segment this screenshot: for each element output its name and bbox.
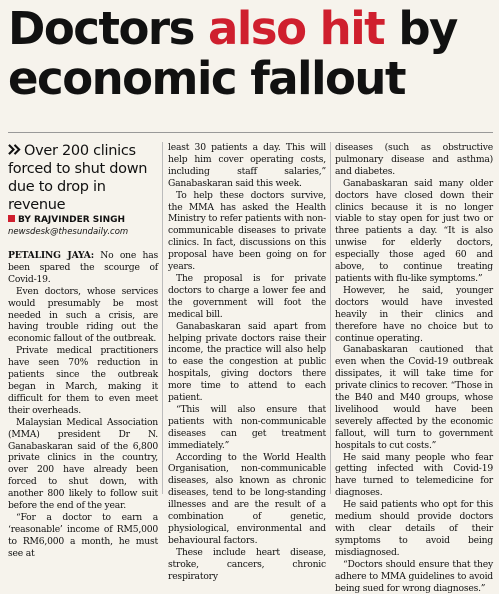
headline-part1: Doctors [8, 2, 209, 55]
byline-author: BY RAJVINDER SINGH [18, 215, 126, 225]
article-paragraph [168, 321, 326, 404]
headline [8, 4, 498, 104]
paragraph-text: Even doctors, whose services would presumably be most needed in such a crisis, are having trouble riding out the economic fallout of the outbreak. [8, 285, 158, 345]
article-paragraph [168, 404, 326, 452]
article-paragraph [8, 417, 158, 512]
subheadline [8, 142, 158, 214]
article-paragraph [335, 452, 493, 500]
paragraph-text: To help these doctors survive, the MMA has asked the Health Ministry to refer patients with non-communicable diseases to private clinics. In fact, discussions on this proposal have been going on for years. [168, 189, 326, 273]
byline-square-icon [8, 215, 15, 222]
article-paragraph [8, 345, 158, 416]
paragraph-text: According to the World Health Organisation, non-communicable diseases, also known as chronic diseases, tend to be long-standing illnesses and are the result of a combination of genetic, physiological, environmental and behavioural factors. [168, 451, 326, 546]
paragraph-text: The proposal is for private doctors to charge a lower fee and the government will foot the medical bill. [168, 272, 326, 320]
article-paragraph [335, 344, 493, 451]
paragraph-text: Ganabaskaran cautioned that even when the Covid-19 outbreak dissipates, it will take time for private clinics to recover. “Those in the B40 and M40 groups, whose livelihood would have been severely affected by the economic fallout, will turn to government hospitals to cut costs.” [335, 344, 493, 451]
paragraph-text: least 30 patients a day. This will help him cover operating costs, including staff salaries,” Ganabaskaran said this week. [168, 142, 326, 189]
article-paragraph [335, 285, 493, 345]
article-paragraph [335, 178, 493, 285]
byline [8, 214, 158, 238]
paragraph-text: Malaysian Medical Association (MMA) president Dr N. Ganabaskaran said of the 6,800 private clinics in the country, over 200 have already been forced to shut down, with another 800 likely to follow suit before the end of the year. [8, 416, 158, 512]
article-paragraph [8, 512, 158, 560]
paragraph-text: diseases (such as obstructive pulmonary disease and asthma) and diabetes. [335, 142, 493, 177]
article-paragraph [335, 142, 493, 178]
paragraph-text: “This will also ensure that patients with non-communicable diseases can get treatment immediately.” [168, 403, 326, 451]
paragraph-text: Private medical practitioners have seen 70% reduction in patients since the outbreak began in March, making it difficult for them to even meet their overheads. [8, 345, 158, 416]
paragraph-text: Ganabaskaran said many older doctors have closed down their clinics because it is no longer viable to stay open for just two or three patients a day. “It is also unwise for elderly doctors, especially those aged 60 and above, to continue treating patients with flu-like symptoms.” [335, 177, 493, 284]
article-paragraph [168, 142, 326, 190]
paragraph-text: “For a doctor to earn a ‘reasonable’ income of RM5,000 to RM6,000 a month, he must see at [8, 511, 158, 559]
headline-part2: by economic fallout [8, 2, 457, 105]
article-paragraph [8, 250, 158, 286]
paragraph-text: However, he said, younger doctors would have invested heavily in their clinics and therefore have no choice but to continue operating. [335, 284, 493, 344]
article-paragraph [335, 559, 493, 594]
article-paragraph [335, 499, 493, 559]
column-1 [8, 250, 158, 560]
column-divider [330, 142, 331, 494]
column-2 [168, 142, 326, 583]
dateline: PETALING JAYA: [8, 250, 94, 261]
paragraph-text: Ganabaskaran said apart from helping private doctors raise their income, the practice will also help to ease the congestion at public hospitals, giving doctors there more time to attend to each patient. [168, 320, 326, 404]
headline-highlight: also hit [208, 2, 385, 55]
column-divider [162, 142, 163, 494]
article-paragraph [168, 452, 326, 547]
double-chevron-icon [8, 143, 21, 156]
subheadline-text: Over 200 clinics forced to shut down due to drop in revenue [8, 143, 148, 213]
paragraph-text: He said patients who opt for this medium should provide doctors with clear details of their symptoms to avoid being misdiagnosed. [335, 499, 493, 558]
column-3 [335, 142, 493, 594]
article-paragraph [168, 273, 326, 321]
article-paragraph [168, 190, 326, 273]
article-paragraph [168, 547, 326, 583]
byline-email: newsdesk@thesundaily.com [8, 227, 129, 237]
headline-divider [8, 132, 493, 133]
paragraph-text: No one has been spared the scourge of Covid-19. [8, 250, 158, 285]
paragraph-text: He said many people who fear getting infected with Covid-19 have turned to telemedicine for diagnoses. [335, 451, 493, 499]
paragraph-text: These include heart disease, stroke, cancers, chronic respiratory [168, 546, 326, 582]
paragraph-text: “Doctors should ensure that they adhere to MMA guidelines to avoid being sued for wrong diagnoses.” [335, 558, 493, 594]
article-paragraph [8, 286, 158, 346]
